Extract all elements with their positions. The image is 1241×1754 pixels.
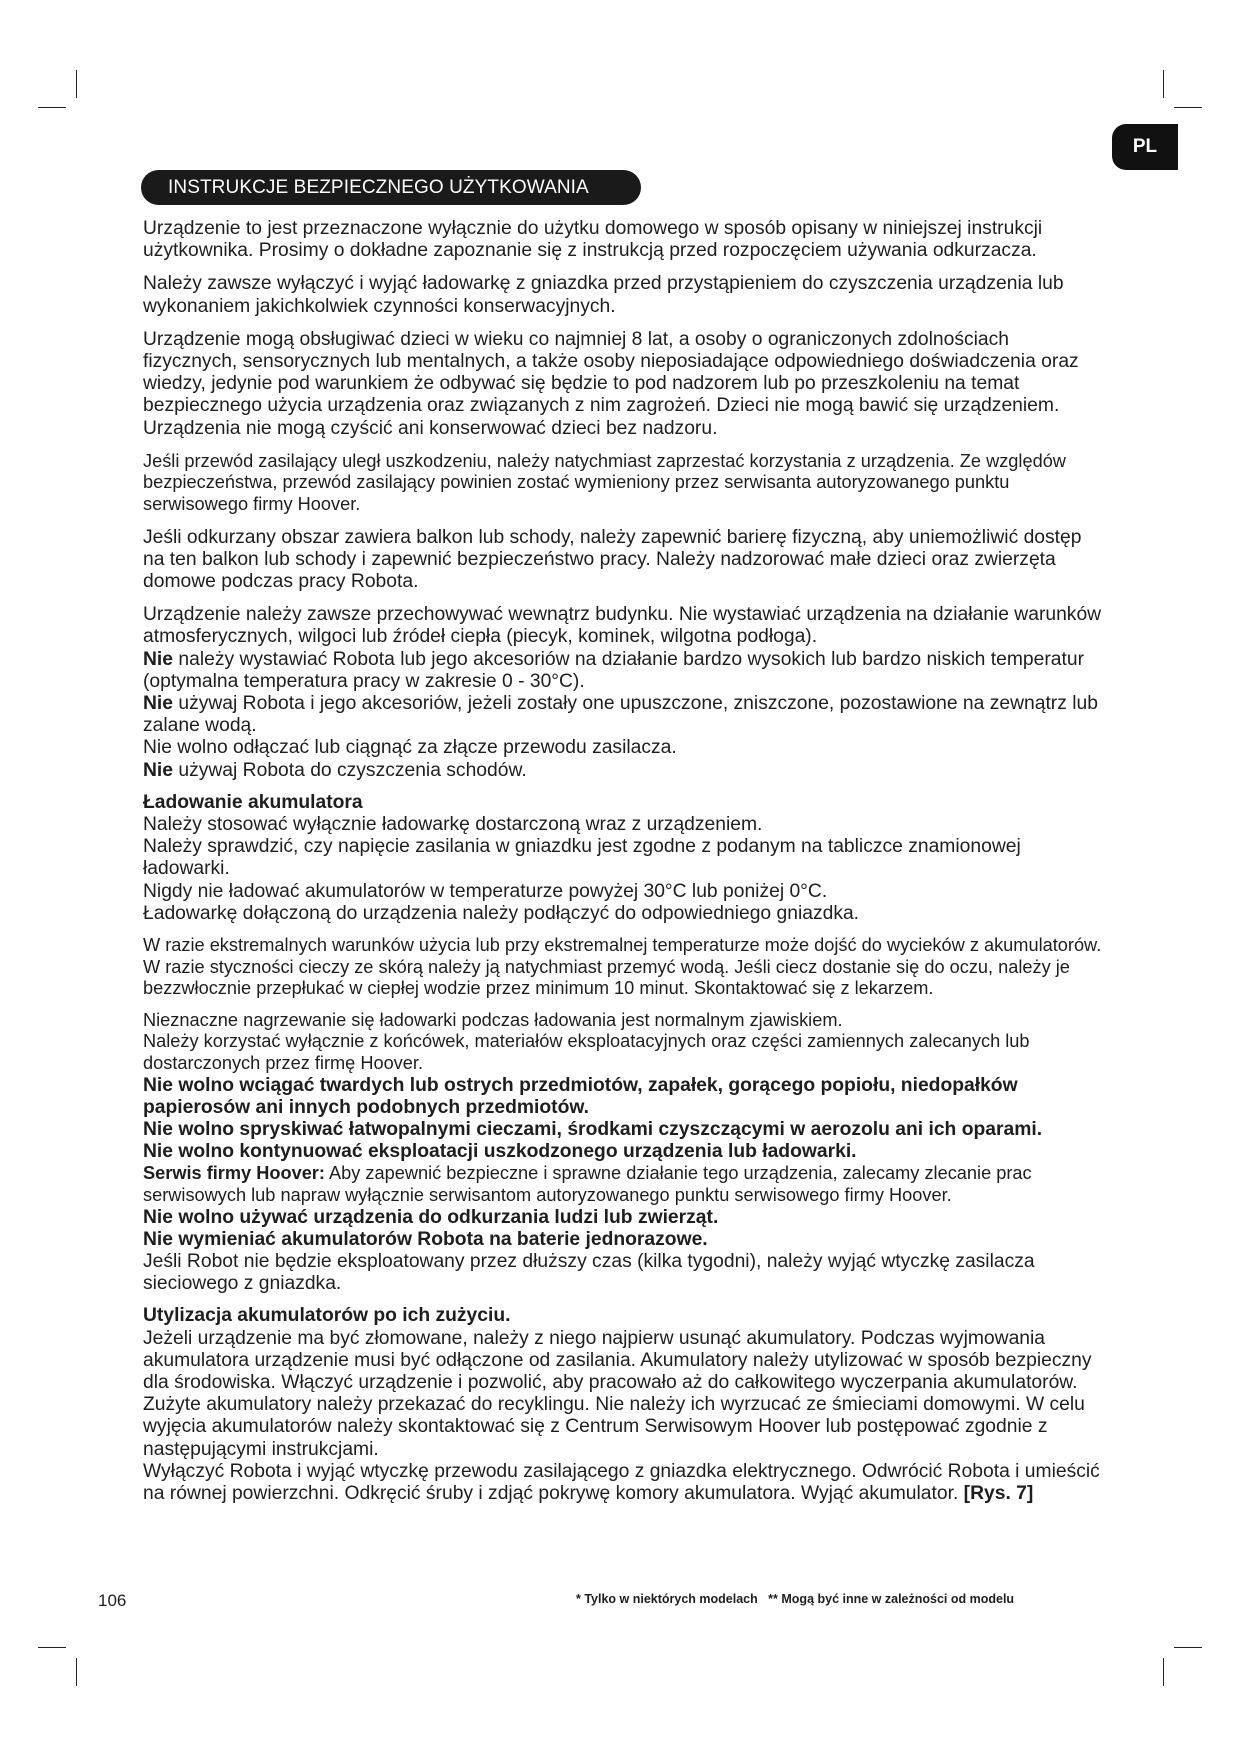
paragraph: Urządzenie to jest przeznaczone wyłącznie do użytku domowego w sposób opisany w niniejszej instrukcji użytkownika. Prosimy o dokładne zapoznanie się z instrukcją przed rozpoczęciem używania odkurzacza. <box>143 218 1043 262</box>
paragraph <box>143 760 1103 782</box>
warning <box>143 1075 1103 1119</box>
crop-mark <box>1163 70 1164 98</box>
page-number: 106 <box>98 1591 127 1610</box>
service-text: Aby zapewnić bezpieczne i sprawne działanie tego urządzenia, zalecamy zlecanie prac serwisowych lub napraw wyłącznie serwisantom autoryzowanego punktu serwisowego firmy Hoover. <box>143 1163 1032 1206</box>
paragraph-text: należy wystawiać Robota lub jego akcesoriów na działanie bardzo wysokich lub bardzo niskich temperatur (optymalna temperatura pracy w zakresie 0 - 30°C). <box>143 648 1084 692</box>
paragraph: Nigdy nie ładować akumulatorów w temperaturze powyżej 30°C lub poniżej 0°C. <box>143 880 828 902</box>
crop-mark <box>76 70 77 98</box>
paragraph: Nie wolno odłączać lub ciągnąć za złącze przewodu zasilacza. <box>143 737 677 759</box>
paragraph: Jeśli Robot nie będzie eksploatowany przez dłuższy czas (kilka tygodni), należy wyjąć wtyczkę zasilacza sieciowego z gniazdka. <box>143 1251 1035 1295</box>
footer-note: * Tylko w niektórych modelach ** Mogą być inne w zależności od modelu <box>576 1592 1015 1606</box>
subheading-text: Utylizacja akumulatorów po ich zużyciu. <box>143 1305 511 1327</box>
subheading-text: Ładowanie akumulatora <box>143 791 363 813</box>
warning-text: Nie wolno używać urządzenia do odkurzania ludzi lub zwierząt. <box>143 1206 719 1228</box>
paragraph-text: Wyłączyć Robota i wyjąć wtyczkę przewodu zasilającego z gniazdka elektrycznego. Odwrócić Robota i umieścić na równej powierzchni. Odkręcić śruby i zdjąć pokrywę komory akumulatora. Wyjąć akumulator. <box>143 1460 1100 1505</box>
crop-mark <box>76 1658 77 1686</box>
warning <box>143 1207 1103 1229</box>
paragraph: Jeżeli urządzenie ma być złomowane, należy z niego najpierw usunąć akumulatory. Podczas wyjmowania akumulatora urządzenie musi być odłączone od zasilania. Akumulatory należy utylizować w sposób bezpieczny dla środowiska. Włączyć urządzenie i pozwolić, aby pracowało aż do całkowitego wyczerpania akumulatorów. Zużyte akumulatory należy przekazać do recyklingu. Nie należy ich wyrzucać ze śmieciami domowymi. W celu wyjęcia akumulatorów należy skontaktować się z Centrum Serwisowym Hoover lub postępować zgodnie z następującymi instrukcjami. <box>143 1327 1092 1460</box>
paragraph <box>143 693 1103 737</box>
paragraph: Nieznaczne nagrzewanie się ładowarki podczas ładowania jest normalnym zjawiskiem. <box>143 1009 843 1030</box>
service-label: Serwis firmy Hoover: <box>143 1163 325 1184</box>
subheading-charging <box>143 792 1103 814</box>
emphasis: Nie <box>143 693 174 715</box>
paragraph: Należy sprawdzić, czy napięcie zasilania w gniazdku jest zgodne z podanym na tabliczce znamionowej ładowarki. <box>143 836 1021 880</box>
emphasis: Nie <box>143 759 174 781</box>
paragraph: Należy zawsze wyłączyć i wyjąć ładowarkę z gniazdka przed przystąpieniem do czyszczenia urządzenia lub wykonaniem jakichkolwiek czynności konserwacyjnych. <box>143 273 1064 317</box>
document-body <box>143 218 1103 1505</box>
warning-text: Nie wolno spryskiwać łatwopalnymi cieczami, środkami czyszczącymi w aerozolu ani ich oparami. <box>143 1119 1043 1141</box>
language-tab: PL <box>1112 124 1178 170</box>
paragraph: Urządzenie należy zawsze przechowywać wewnątrz budynku. Nie wystawiać urządzenia na działanie warunków atmosferycznych, wilgoci lub źródeł ciepła (piecyk, kominek, wilgotna podłoga). <box>143 604 1102 648</box>
warning <box>143 1141 1103 1163</box>
crop-mark <box>38 107 66 108</box>
warning-text: Nie wymieniać akumulatorów Robota na baterie jednorazowe. <box>143 1228 708 1250</box>
figure-reference: [Rys. 7] <box>963 1483 1034 1505</box>
warning <box>143 1229 1103 1251</box>
paragraph <box>143 1461 1103 1505</box>
subheading-disposal <box>143 1305 1103 1327</box>
crop-mark <box>38 1647 66 1648</box>
paragraph <box>143 649 1103 693</box>
paragraph-text: używaj Robota i jego akcesoriów, jeżeli zostały one upuszczone, zniszczone, pozostawione na zewnątrz lub zalane wodą. <box>143 693 1098 737</box>
crop-mark <box>1174 1647 1202 1648</box>
warning-text: Nie wolno kontynuować eksploatacji uszkodzonego urządzenia lub ładowarki. <box>143 1141 857 1163</box>
warning-text: Nie wolno wciągać twardych lub ostrych przedmiotów, zapałek, gorącego popiołu, niedopałków papierosów ani innych podobnych przedmiotów. <box>143 1074 1018 1118</box>
emphasis: Nie <box>143 648 174 670</box>
section-title: INSTRUKCJE BEZPIECZNEGO UŻYTKOWANIA <box>141 170 641 205</box>
paragraph: Należy korzystać wyłącznie z końcówek, materiałów eksploatacyjnych oraz części zamiennych zalecanych lub dostarczonych przez firmę Hoover. <box>143 1031 1030 1074</box>
paragraph: W razie ekstremalnych warunków użycia lub przy ekstremalnej temperaturze może dojść do wycieków z akumulatorów. W razie styczności cieczy ze skórą należy ją natychmiast przemyć wodą. Jeśli ciecz dostanie się do oczu, należy je bezzwłocznie przepłukać w ciepłej wodzie przez minimum 10 minut. Skontaktować się z lekarzem. <box>143 935 1102 999</box>
paragraph: Urządzenie mogą obsługiwać dzieci w wieku co najmniej 8 lat, a osoby o ograniczonych zdolnościach fizycznych, sensorycznych lub mentalnych, a także osoby nieposiadające odpowiedniego doświadczenia oraz wiedzy, jedynie pod warunkiem że odbywać się będzie to pod nadzorem lub po przeszkoleniu na temat bezpiecznego użycia urządzenia oraz związanych z nim zagrożeń. Dzieci nie mogą bawić się urządzeniem. Urządzenia nie mogą czyścić ani konserwować dzieci bez nadzoru. <box>143 328 1079 439</box>
paragraph: Ładowarkę dołączoną do urządzenia należy podłączyć do odpowiedniego gniazdka. <box>143 902 860 924</box>
paragraph: Jeśli przewód zasilający uległ uszkodzeniu, należy natychmiast zaprzestać korzystania z urządzenia. Ze względów bezpieczeństwa, przewód zasilający powinien zostać wymieniony przez serwisanta autoryzowanego punktu serwisowego firmy Hoover. <box>143 450 1066 515</box>
paragraph-service <box>143 1163 1103 1206</box>
crop-mark <box>1163 1658 1164 1686</box>
warning <box>143 1119 1103 1141</box>
crop-mark <box>1174 107 1202 108</box>
paragraph: Należy stosować wyłącznie ładowarkę dostarczoną wraz z urządzeniem. <box>143 814 763 836</box>
paragraph: Jeśli odkurzany obszar zawiera balkon lub schody, należy zapewnić barierę fizyczną, aby uniemożliwić dostęp na ten balkon lub schody i zapewnić bezpieczeństwo pracy. Należy nadzorować małe dzieci oraz zwierzęta domowe podczas pracy Robota. <box>143 526 1082 593</box>
paragraph-text: używaj Robota do czyszczenia schodów. <box>173 759 527 781</box>
